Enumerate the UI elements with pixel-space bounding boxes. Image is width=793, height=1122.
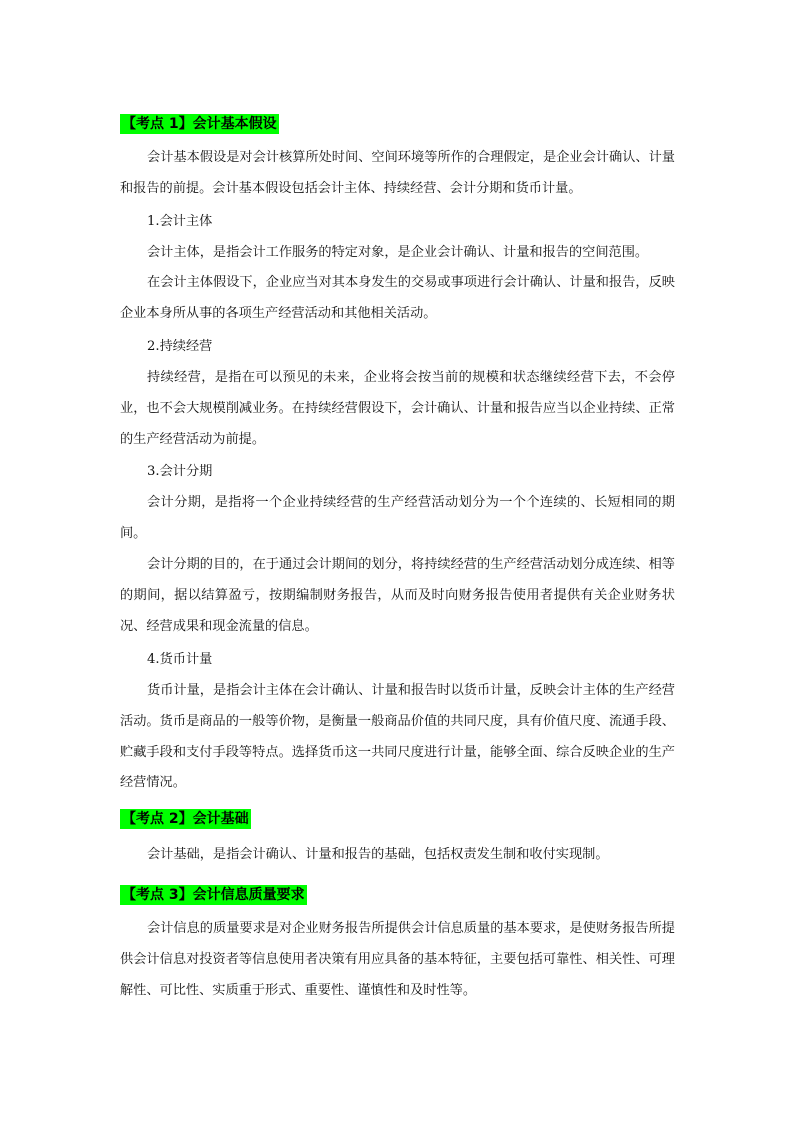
item-title-accounting-period: 3.会计分期 xyxy=(147,464,213,479)
item-title-going-concern: 2.持续经营 xyxy=(147,339,213,354)
item-title-monetary-measurement: 4.货币计量 xyxy=(147,652,213,667)
item-4-para-1: 货币计量，是指会计主体在会计确认、计量和报告时以货币计量，反映会计主体的生产经营活动。货币是商品的一般等价物，是衡量一般商品价值的共同尺度，具有价值尺度、流通手段、贮藏手段和支付手段等特点。选择货币这一共同尺度进行计量，能够全面、综合反映企业的生产经营情况。 xyxy=(120,683,675,791)
section-heading-2: 【考点 2】会计基础 xyxy=(122,811,249,827)
section-heading-3: 【考点 3】会计信息质量要求 xyxy=(122,887,305,903)
item-3-para-2: 会计分期的目的，在于通过会计期间的划分，将持续经营的生产经营活动划分成连续、相等的期间，据以结算盈亏，按期编制财务报告，从而及时向财务报告使用者提供有关企业财务状况、经营成果和现金流量的信息。 xyxy=(120,557,675,634)
section-1-intro: 会计基本假设是对会计核算所处时间、空间环境等所作的合理假定，是企业会计确认、计量和报告的前提。会计基本假设包括会计主体、持续经营、会计分期和货币计量。 xyxy=(120,150,675,196)
item-2-para-1: 持续经营，是指在可以预见的未来，企业将会按当前的规模和状态继续经营下去，不会停业，也不会大规模削减业务。在持续经营假设下，会计确认、计量和报告应当以企业持续、正常的生产经营活动为前提。 xyxy=(120,370,675,447)
item-1-para-1: 会计主体，是指会计工作服务的特定对象，是企业会计确认、计量和报告的空间范围。 xyxy=(147,245,649,260)
item-1-para-2: 在会计主体假设下，企业应当对其本身发生的交易或事项进行会计确认、计量和报告，反映企业本身所从事的各项生产经营活动和其他相关活动。 xyxy=(120,275,675,321)
section-2-body: 会计基础，是指会计确认、计量和报告的基础，包括权责发生制和收付实现制。 xyxy=(147,847,609,862)
item-title-accounting-entity: 1.会计主体 xyxy=(147,214,213,229)
item-3-para-1: 会计分期，是指将一个企业持续经营的生产经营活动划分为一个个连续的、长短相同的期间。 xyxy=(120,495,675,541)
section-3-body: 会计信息的质量要求是对企业财务报告所提供会计信息质量的基本要求，是使财务报告所提供会计信息对投资者等信息使用者决策有用应具备的基本特征，主要包括可靠性、相关性、可理解性、可比性、实质重于形式、重要性、谨慎性和及时性等。 xyxy=(120,921,675,998)
section-heading-1: 【考点 1】会计基本假设 xyxy=(122,116,277,132)
